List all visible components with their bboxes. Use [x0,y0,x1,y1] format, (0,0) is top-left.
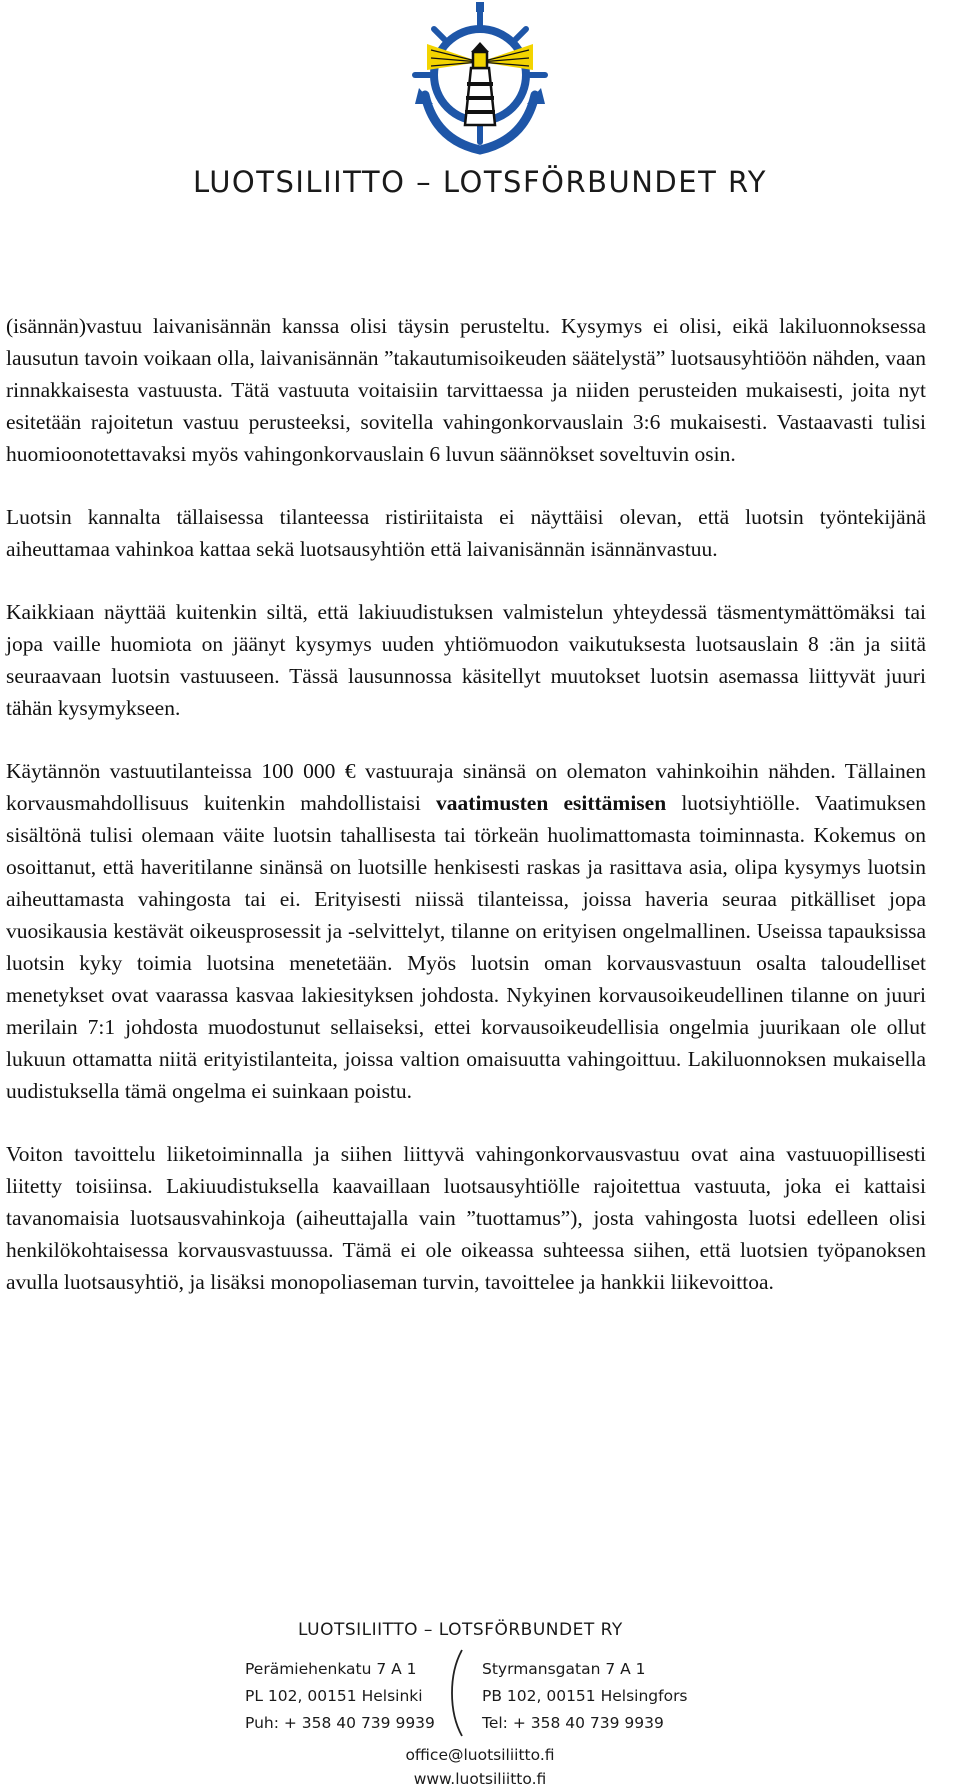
swedish-address [482,1656,688,1737]
phone-number: Tel: + 358 40 739 9939 [482,1714,664,1732]
helm-lighthouse-anchor-logo [405,0,555,160]
document-body [6,310,926,1329]
website-link[interactable]: www.luotsiliitto.fi [413,1770,547,1788]
phone-number: Puh: + 358 40 739 9939 [245,1714,435,1732]
postal-address: PL 102, 00151 Helsinki [245,1687,423,1705]
footer-org-name: LUOTSILIITTO – LOTSFÖRBUNDET RY [298,1620,623,1640]
contact-info [380,1743,580,1791]
paragraph: (isännän)vastuu laivanisännän kanssa olisi täysin perusteltu. Kysymys ei olisi, eikä lakiluonnoksessa lausutun tavoin voikaan olla, laivanisännän ”takautumisoikeuden säätelystä” luotsausyhtiöön nähden, vaan rinnakkaisesta vastuusta. Tätä vastuuta voitaisiin tarvittaessa ja niiden perusteiden mukaisesti, joita nyt esitetään rajoitetun vastuu perusteeksi, sovitella vahingonkorvauslain 3:6 mukaisesti. Vastaavasti tulisi huomioonotettavaksi myös vahingonkorvauslain 6 luvun säännökset soveltuvin osin. [6,314,926,466]
email-link[interactable]: office@luotsiliitto.fi [405,1746,555,1764]
bold-phrase: vaatimusten esittämisen [436,791,667,815]
paragraph: Voiton tavoittelu liiketoiminnalla ja siihen liittyvä vahingonkorvausvastuu ovat aina vastuuopillisesti liitetty toisiinsa. Lakiuudistuksella kaavaillaan luotsausyhtiölle rajoitettua vastuuta, joka ei kattaisi tavanomaisia luotsausvahinkoja (aiheuttajalla vain ”tuottamus”), josta vahingosta luotsi edelleen olisi henkilökohtaisessa korvausvastuussa. Tämä ei ole oikeassa suhteessa siihen, että luotsien työpanoksen avulla luotsausyhtiö, ja lisäksi monopoliaseman turvin, tavoittelee ja hankkii liikevoittoa. [6,1142,926,1294]
paragraph: Kaikkiaan näyttää kuitenkin siltä, että lakiuudistuksen valmistelun yhteydessä täsmentymättömäksi tai jopa vaille huomiota on jäänyt kysymys uuden yhtiömuodon vaikutuksesta luotsauslain 8 :än ja siitä seuraavaan luotsin vastuuseen. Tässä lausunnossa käsitellyt muutokset luotsin asemassa liittyvät juuri tähän kysymykseen. [6,600,926,720]
org-name-header: LUOTSILIITTO – LOTSFÖRBUNDET RY [192,165,768,199]
address-divider [446,1648,468,1738]
paragraph-text: Käytännön vastuutilanteissa 100 000 € vastuuraja sinänsä on olematon vahinkoihin nähden. Tällainen korvausmahdollisuus kuitenkin mahdollistaisi [6,759,926,815]
street-address: Styrmansgatan 7 A 1 [482,1660,646,1678]
paragraph: Luotsin kannalta tällaisessa tilanteessa ristiriitaista ei näyttäisi olevan, että luotsin työntekijänä aiheuttamaa vahinkoa kattaa sekä luotsausyhtiön että laivanisännän isännänvastuu. [6,505,926,561]
street-address: Perämiehenkatu 7 A 1 [245,1660,417,1678]
paragraph [6,755,926,1107]
postal-address: PB 102, 00151 Helsingfors [482,1687,688,1705]
finnish-address [245,1656,435,1737]
paragraph-text: luotsiyhtiölle. Vaatimuksen sisältönä tulisi olemaan väite luotsin tahallisesta tai törkeän huolimattomasta toiminnasta. Kokemus on osoittanut, että haveritilanne sinänsä on luotsille henkisesti raskas ja rasittava asia, olipa kysymys luotsin aiheuttamasta vahingosta tai ei. Erityisesti niissä tilanteissa, joissa haveria seuraa pitkälliset jopa vuosikausia kestävät oikeusprosessit ja -selvittelyt, tilanne on erityisen ongelmallinen. Useissa tapauksissa luotsin kyky toimia luotsina menetetään. Myös luotsin oman korvausvastuun osalta taloudelliset menetykset ovat vaarassa kasvaa lakiesityksen johdosta. Nykyinen korvausoikeudellinen tilanne on juuri merilain 7:1 johdosta muodostunut sellaiseksi, ettei korvausoikeudellisia ongelmia juurikaan ole ollut lukuun ottamatta niitä erityistilanteita, joissa valtion omaisuutta vahingoittuu. Lakiluonnoksen mukaisella uudistuksella tämä ongelma ei suinkaan poistu. [6,791,926,1103]
